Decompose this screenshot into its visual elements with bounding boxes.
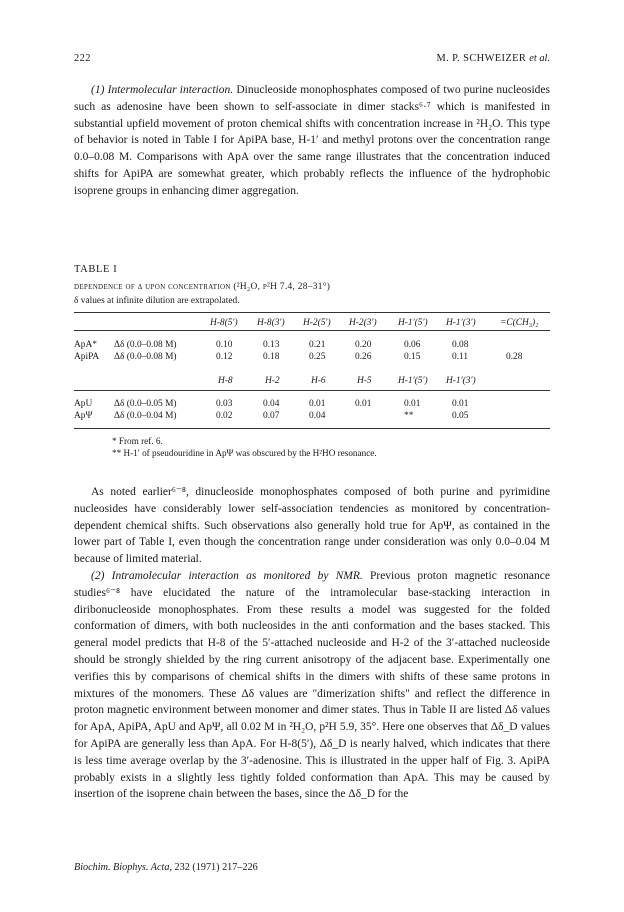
table-cell: 0.18 [263, 352, 280, 362]
table-header-rule-2 [74, 390, 550, 391]
table-cell: 0.01 [452, 399, 469, 409]
paragraph-intramolecular: Previous proton magnetic resonance studies⁶⁻⁸ have elucidated the nature of the intramolecular base-stacking interaction in diribonucleoside monophosphates. From these results a model was suggested for the folded conformation of dimers, with both nucleosides in the anti conformation and the bases stacked. This general model predicts that H-8 of the 5′-attached nucleoside and H-2 of the 3′-attached nucleoside should be strongly shielded by the ring current anisotropy of the adjacent base. Experimentally one verifies this by comparisons of chemical shifts in the dimers with shifts of these same protons in mixtures of the monomers. These Δδ values are "dimerization shifts" and reflect the difference in proton magnetic environment between monomer and dimer states. Thus in Table II are listed Δδ values for ApA, ApiPA, ApU and ApΨ, all 0.02 M in ²H₂O, p²H 5.9, 35°. Here one observes that Δδ_D values for ApiPA are generally less than ApA. For H-8(5′), Δδ_D is nearly halved, which indicates that there is less time average overlap by the 3′-adenosine. This is illustrated in the upper half of Fig. 3. ApiPA probably exists in a slightly less tightly folded conformation than ApA. This may be caused by insertion of the isoprene chain between the bases, since the Δδ_D for the [74, 569, 550, 801]
table-column-header: H-2 [265, 376, 280, 386]
table-row-label: ApU [74, 399, 93, 409]
journal-citation: 232 (1971) 217–226 [172, 862, 258, 873]
journal-footer [74, 862, 258, 873]
author-line [437, 53, 551, 64]
table-cell: 0.10 [216, 340, 233, 350]
table-row-label: ApiPA [74, 352, 100, 362]
table-column-header: H-1′(5′) [398, 318, 428, 328]
table-row-range: Δδ (0.0–0.08 M) [114, 340, 177, 350]
table-bottom-rule [74, 428, 550, 429]
table-cell: 0.12 [216, 352, 233, 362]
table-top-rule [74, 312, 550, 313]
table-row-range: Δδ (0.0–0.05 M) [114, 399, 177, 409]
table-cell: 0.01 [309, 399, 326, 409]
body-text [74, 484, 550, 803]
table-cell: 0.25 [309, 352, 326, 362]
table-cell: 0.01 [355, 399, 372, 409]
table-cell: 0.20 [355, 340, 372, 350]
journal-name: Biochim. Biophys. Acta, [74, 862, 172, 873]
intro-paragraph [74, 82, 550, 200]
intro-text: Dinucleoside monophosphates composed of two purine nucleosides such as adenosine have been shown to self-associate in dimer stacks⁶·⁷ which is manifested in substantial upfield movement of proton chemical shifts with concentration increase in ²H₂O. This type of behavior is noted in Table I for ApiPA base, H-1′ and methyl protons over the concentration range 0.0–0.08 M. Comparisons with ApA over the same range illustrates that the concentration induced shifts for ApiPA are somewhat greater, which probably reflects the influence of the hydrophobic isoprene groups in enhancing dimer aggregation. [74, 84, 551, 197]
table-column-header: H-5 [357, 376, 372, 386]
table-cell: 0.07 [263, 411, 280, 421]
table-row-range: Δδ (0.0–0.04 M) [114, 411, 177, 421]
paragraph-purine-pyrimidine: As noted earlier⁶⁻⁸, dinucleoside monophosphates composed of both purine and pyrimidine nucleosides have considerably lower self-association tendencies as monitored by concentration-dependent chemical shifts. Such observations also generally hold true for ApΨ, as contained in the lower part of Table I, even though the concentration range under consideration was only 0.0–0.04 M because of limited material. [74, 486, 550, 566]
table-row-label: ApA* [74, 340, 97, 350]
table-row-label: ApΨ [74, 411, 93, 421]
table-header-rule-1 [74, 330, 550, 331]
table-cell: 0.21 [309, 340, 326, 350]
table-cell: 0.06 [404, 340, 421, 350]
table-caption: dependence of δ upon concentration (²H₂O, p²H 7.4, 28–31°) [74, 282, 331, 292]
table-cell: ** [404, 411, 414, 421]
table-cell: 0.02 [216, 411, 233, 421]
table-cell: 0.05 [452, 411, 469, 421]
table-cell: 0.28 [506, 352, 523, 362]
table-cell: 0.13 [263, 340, 280, 350]
table-cell: 0.11 [452, 352, 469, 362]
table-column-header: H-1′(3′) [446, 376, 476, 386]
table-column-header: H-2(3′) [349, 318, 377, 328]
table-footnote-1: * From ref. 6. [112, 436, 163, 446]
section-heading-intramolecular: (2) Intramolecular interaction as monitored by NMR. [91, 569, 363, 582]
table-row-range: Δδ (0.0–0.08 M) [114, 352, 177, 362]
author-name: M. P. SCHWEIZER [436, 53, 527, 64]
table-column-header: H-8 [218, 376, 233, 386]
table-column-header: H-1′(3′) [446, 318, 476, 328]
table-column-header: H-1′(5′) [398, 376, 428, 386]
table-column-header: =C(CH₃)₂ [500, 318, 539, 328]
table-note: δ values at infinite dilution are extrapolated. [74, 296, 240, 306]
table-cell: 0.03 [216, 399, 233, 409]
table-cell: 0.04 [309, 411, 326, 421]
table-column-header: H-2(5′) [303, 318, 331, 328]
running-head [74, 53, 550, 67]
table-title: TABLE I [74, 264, 118, 275]
table-cell: 0.04 [263, 399, 280, 409]
table-footnote-2: ** H-1′ of pseudouridine in ApΨ was obscured by the H²HO resonance. [112, 448, 377, 458]
table-cell: 0.01 [404, 399, 421, 409]
table-cell: 0.26 [355, 352, 372, 362]
table-cell: 0.08 [452, 340, 469, 350]
author-suffix: et al. [529, 53, 550, 64]
table-column-header: H-6 [311, 376, 326, 386]
section-heading-intermolecular: (1) Intermolecular interaction. [91, 84, 234, 96]
table-column-header: H-8(5′) [210, 318, 238, 328]
page-number: 222 [74, 53, 91, 64]
table-column-header: H-8(3′) [257, 318, 285, 328]
table-cell: 0.15 [404, 352, 421, 362]
